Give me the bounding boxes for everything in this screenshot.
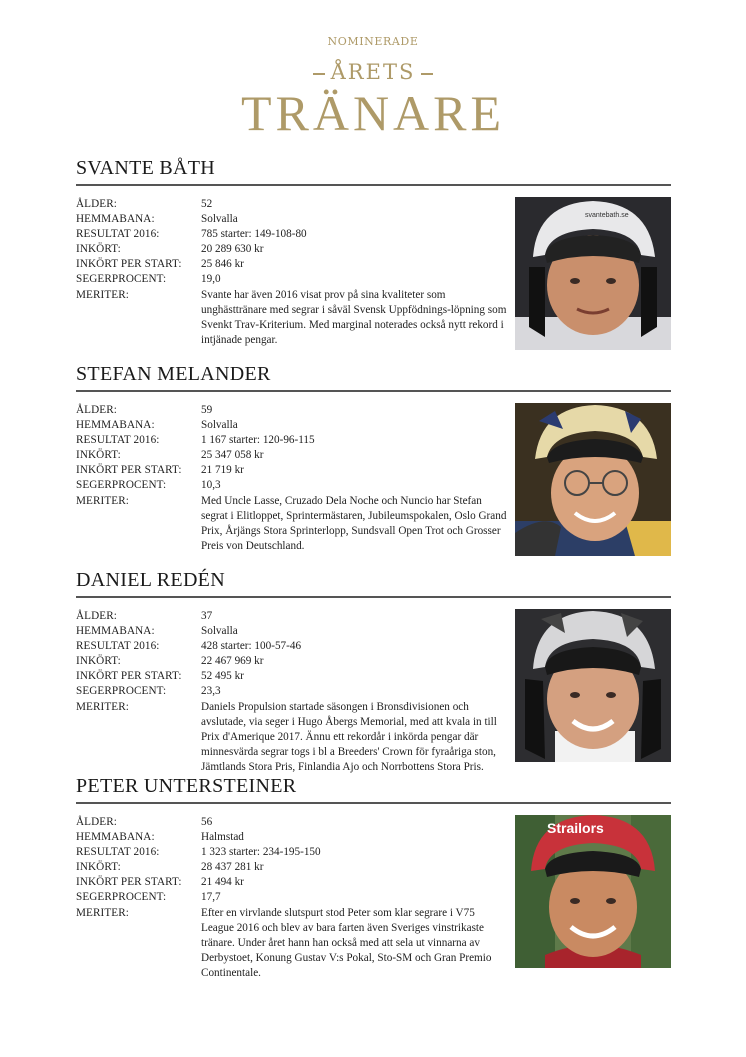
fact-earned [76,448,508,463]
fact-value: Med Uncle Lasse, Cruzado Dela Noche och Nuncio har Stefan segrat i Elitloppet, Sprintermästaren, Jubileumspokalen, Oslo Grand Prix, Årjängs Stora Sprinterlopp, Sundsvall Open Trot och Grosser Preis von Deutschland. [201,494,507,552]
fact-value: 428 starter: 100-57-46 [201,640,302,653]
fact-value: 20 289 630 kr [201,243,264,256]
fact-label: HEMMABANA: [76,625,155,638]
fact-label: MERITER: [76,288,130,301]
fact-win-pct [76,684,508,699]
fact-earned [76,654,508,669]
fact-value: Daniels Propulsion startade säsongen i Bronsdivisionen och avslutade, via seger i Hugo Åbergs Memorial, med att kvala in till Prix d'Amerique 2017. Ännu ett rekordår i inkörda pengar där minnesvärda segrar togs i bl a Breeders' Crown för fyraåriga ston, Jämtlands Stora Pris, Finlandia Ajo och Norrbottens Stora Pris. [201,700,497,773]
fact-value: 52 495 kr [201,670,244,683]
fact-label: INKÖRT PER START: [76,258,182,271]
fact-label: SEGERPROCENT: [76,273,167,286]
fact-result [76,845,508,860]
fact-merits [76,494,508,554]
fact-label: INKÖRT PER START: [76,464,182,477]
helmet-text: Strailors [547,820,604,836]
trainer-name: DANIEL REDÉN [76,569,225,591]
fact-value: 10,3 [201,479,221,492]
fact-result [76,227,508,242]
fact-label: ÅLDER: [76,816,117,828]
fact-merits [76,288,508,348]
fact-label: INKÖRT PER START: [76,876,182,889]
fact-label: INKÖRT: [76,861,121,874]
fact-label: RESULTAT 2016: [76,846,160,859]
fact-win-pct [76,890,508,905]
fact-value: Halmstad [201,831,244,844]
fact-home [76,212,508,227]
fact-earned [76,860,508,875]
fact-value: 56 [201,816,213,828]
fact-age [76,197,508,212]
fact-label: RESULTAT 2016: [76,228,160,241]
fact-per-start [76,669,508,684]
fact-value: 23,3 [201,685,221,698]
fact-label: ÅLDER: [76,198,117,210]
fact-value: Solvalla [201,625,238,638]
fact-age [76,815,508,830]
trainer-facts [76,815,508,981]
section-divider [76,802,671,804]
fact-value: 25 846 kr [201,258,244,271]
trainer-name: SVANTE BÅTH [76,157,216,179]
fact-value: 37 [201,610,213,622]
title-tranare: TRÄNARE [240,85,506,141]
fact-home [76,418,508,433]
fact-label: HEMMABANA: [76,831,155,844]
fact-value: 59 [201,404,213,416]
kicker-nominerade: NOMINERADE [327,35,419,48]
fact-label: ÅLDER: [76,610,117,622]
fact-value: Solvalla [201,213,238,226]
fact-per-start [76,257,508,272]
trainer-name: STEFAN MELANDER [76,363,271,385]
fact-result [76,433,508,448]
fact-value: 1 323 starter: 234-195-150 [201,846,321,859]
fact-value: 1 167 starter: 120-96-115 [201,434,315,447]
fact-value: 52 [201,198,213,210]
fact-label: INKÖRT: [76,243,121,256]
fact-value: 19,0 [201,273,221,286]
fact-label: MERITER: [76,906,130,919]
helmet-text: svantebath.se [585,212,629,219]
fact-merits [76,906,508,981]
fact-age [76,609,508,624]
trainer-photo [515,197,671,350]
trainer-photo [515,815,671,968]
trainer-facts [76,403,508,554]
fact-label: SEGERPROCENT: [76,891,167,904]
fact-value: Svante har även 2016 visat prov på sina kvaliteter som unghästtränare med segrar i såväl Svensk Uppfödnings-löpning som Svenkt Trav-Kriterium. Med marginal noterades också nytt rekord i intjänade pengar. [201,288,507,346]
title-arets [0,60,746,84]
fact-label: INKÖRT PER START: [76,670,182,683]
fact-label: RESULTAT 2016: [76,640,160,653]
fact-label: MERITER: [76,700,130,713]
fact-home [76,830,508,845]
section-divider [76,390,671,392]
fact-label: HEMMABANA: [76,419,155,432]
fact-age [76,403,508,418]
fact-label: HEMMABANA: [76,213,155,226]
fact-per-start [76,463,508,478]
trainer-photo [515,403,671,556]
fact-label: INKÖRT: [76,449,121,462]
fact-label: ÅLDER: [76,404,117,416]
trainer-facts [76,197,508,348]
trainer-name: PETER UNTERSTEINER [76,775,297,797]
fact-value: Solvalla [201,419,238,432]
fact-value: 28 437 281 kr [201,861,264,874]
fact-value: 21 719 kr [201,464,244,477]
section-divider [76,184,671,186]
fact-value: Efter en virvlande slutspurt stod Peter som klar segrare i V75 League 2016 och blev av bara farten även Sveriges vinstrikaste tränare. Under året hann han också med att sela ut vinnarna av Derbystoet, Konung Gustav V:s Pokal, Sto-SM och Gran Premio Continentale. [201,906,492,979]
title-dash-left [313,73,325,75]
fact-merits [76,700,508,775]
fact-per-start [76,875,508,890]
title-arets-text: ÅRETS [330,60,416,84]
section-divider [76,596,671,598]
fact-label: SEGERPROCENT: [76,685,167,698]
fact-label: INKÖRT: [76,655,121,668]
fact-label: MERITER: [76,494,130,507]
fact-value: 17,7 [201,891,221,904]
title-dash-right [421,73,433,75]
trainer-photo [515,609,671,762]
fact-value: 21 494 kr [201,876,244,889]
fact-result [76,639,508,654]
fact-home [76,624,508,639]
fact-value: 785 starter: 149-108-80 [201,228,307,241]
fact-win-pct [76,272,508,287]
fact-win-pct [76,478,508,493]
fact-value: 22 467 969 kr [201,655,264,668]
trainer-facts [76,609,508,775]
fact-label: SEGERPROCENT: [76,479,167,492]
fact-earned [76,242,508,257]
fact-value: 25 347 058 kr [201,449,264,462]
fact-label: RESULTAT 2016: [76,434,160,447]
